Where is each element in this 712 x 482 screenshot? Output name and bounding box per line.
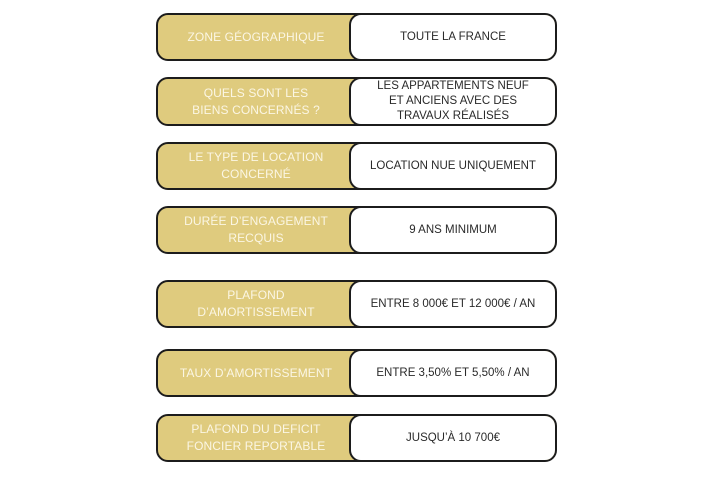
row-label: TAUX D’AMORTISSEMENT	[179, 365, 333, 380]
row-label: LE TYPE DE LOCATION CONCERNÉ	[188, 150, 324, 181]
row-value: LOCATION NUE UNIQUEMENT	[349, 142, 557, 190]
row-type-location	[156, 142, 557, 190]
row-biens-concernes	[156, 77, 557, 126]
row-value: TOUTE LA FRANCE	[349, 13, 557, 61]
row-taux-amortissement	[156, 349, 557, 397]
row-label: PLAFOND D’AMORTISSEMENT	[197, 288, 315, 319]
row-value: ENTRE 3,50% ET 5,50% / AN	[349, 349, 557, 397]
row-plafond-amortissement	[156, 280, 557, 328]
row-value: ENTRE 8 000€ ET 12 000€ / AN	[349, 280, 557, 328]
row-plafond-deficit-foncier	[156, 414, 557, 462]
row-label: DURÉE D’ENGAGEMENT RECQUIS	[184, 214, 328, 245]
row-value: JUSQU’À 10 700€	[349, 414, 557, 462]
row-value: LES APPARTEMENTS NEUF ET ANCIENS AVEC DES TRAVAUX RÉALISÉS	[349, 77, 557, 126]
row-label: PLAFOND DU DEFICIT FONCIER REPORTABLE	[186, 422, 326, 453]
row-zone-geographique	[156, 13, 557, 61]
row-value: 9 ANS MINIMUM	[349, 206, 557, 254]
row-label: QUELS SONT LES BIENS CONCERNÉS ?	[192, 85, 320, 117]
row-label: ZONE GÉOGRAPHIQUE	[187, 29, 325, 44]
row-duree-engagement	[156, 206, 557, 254]
